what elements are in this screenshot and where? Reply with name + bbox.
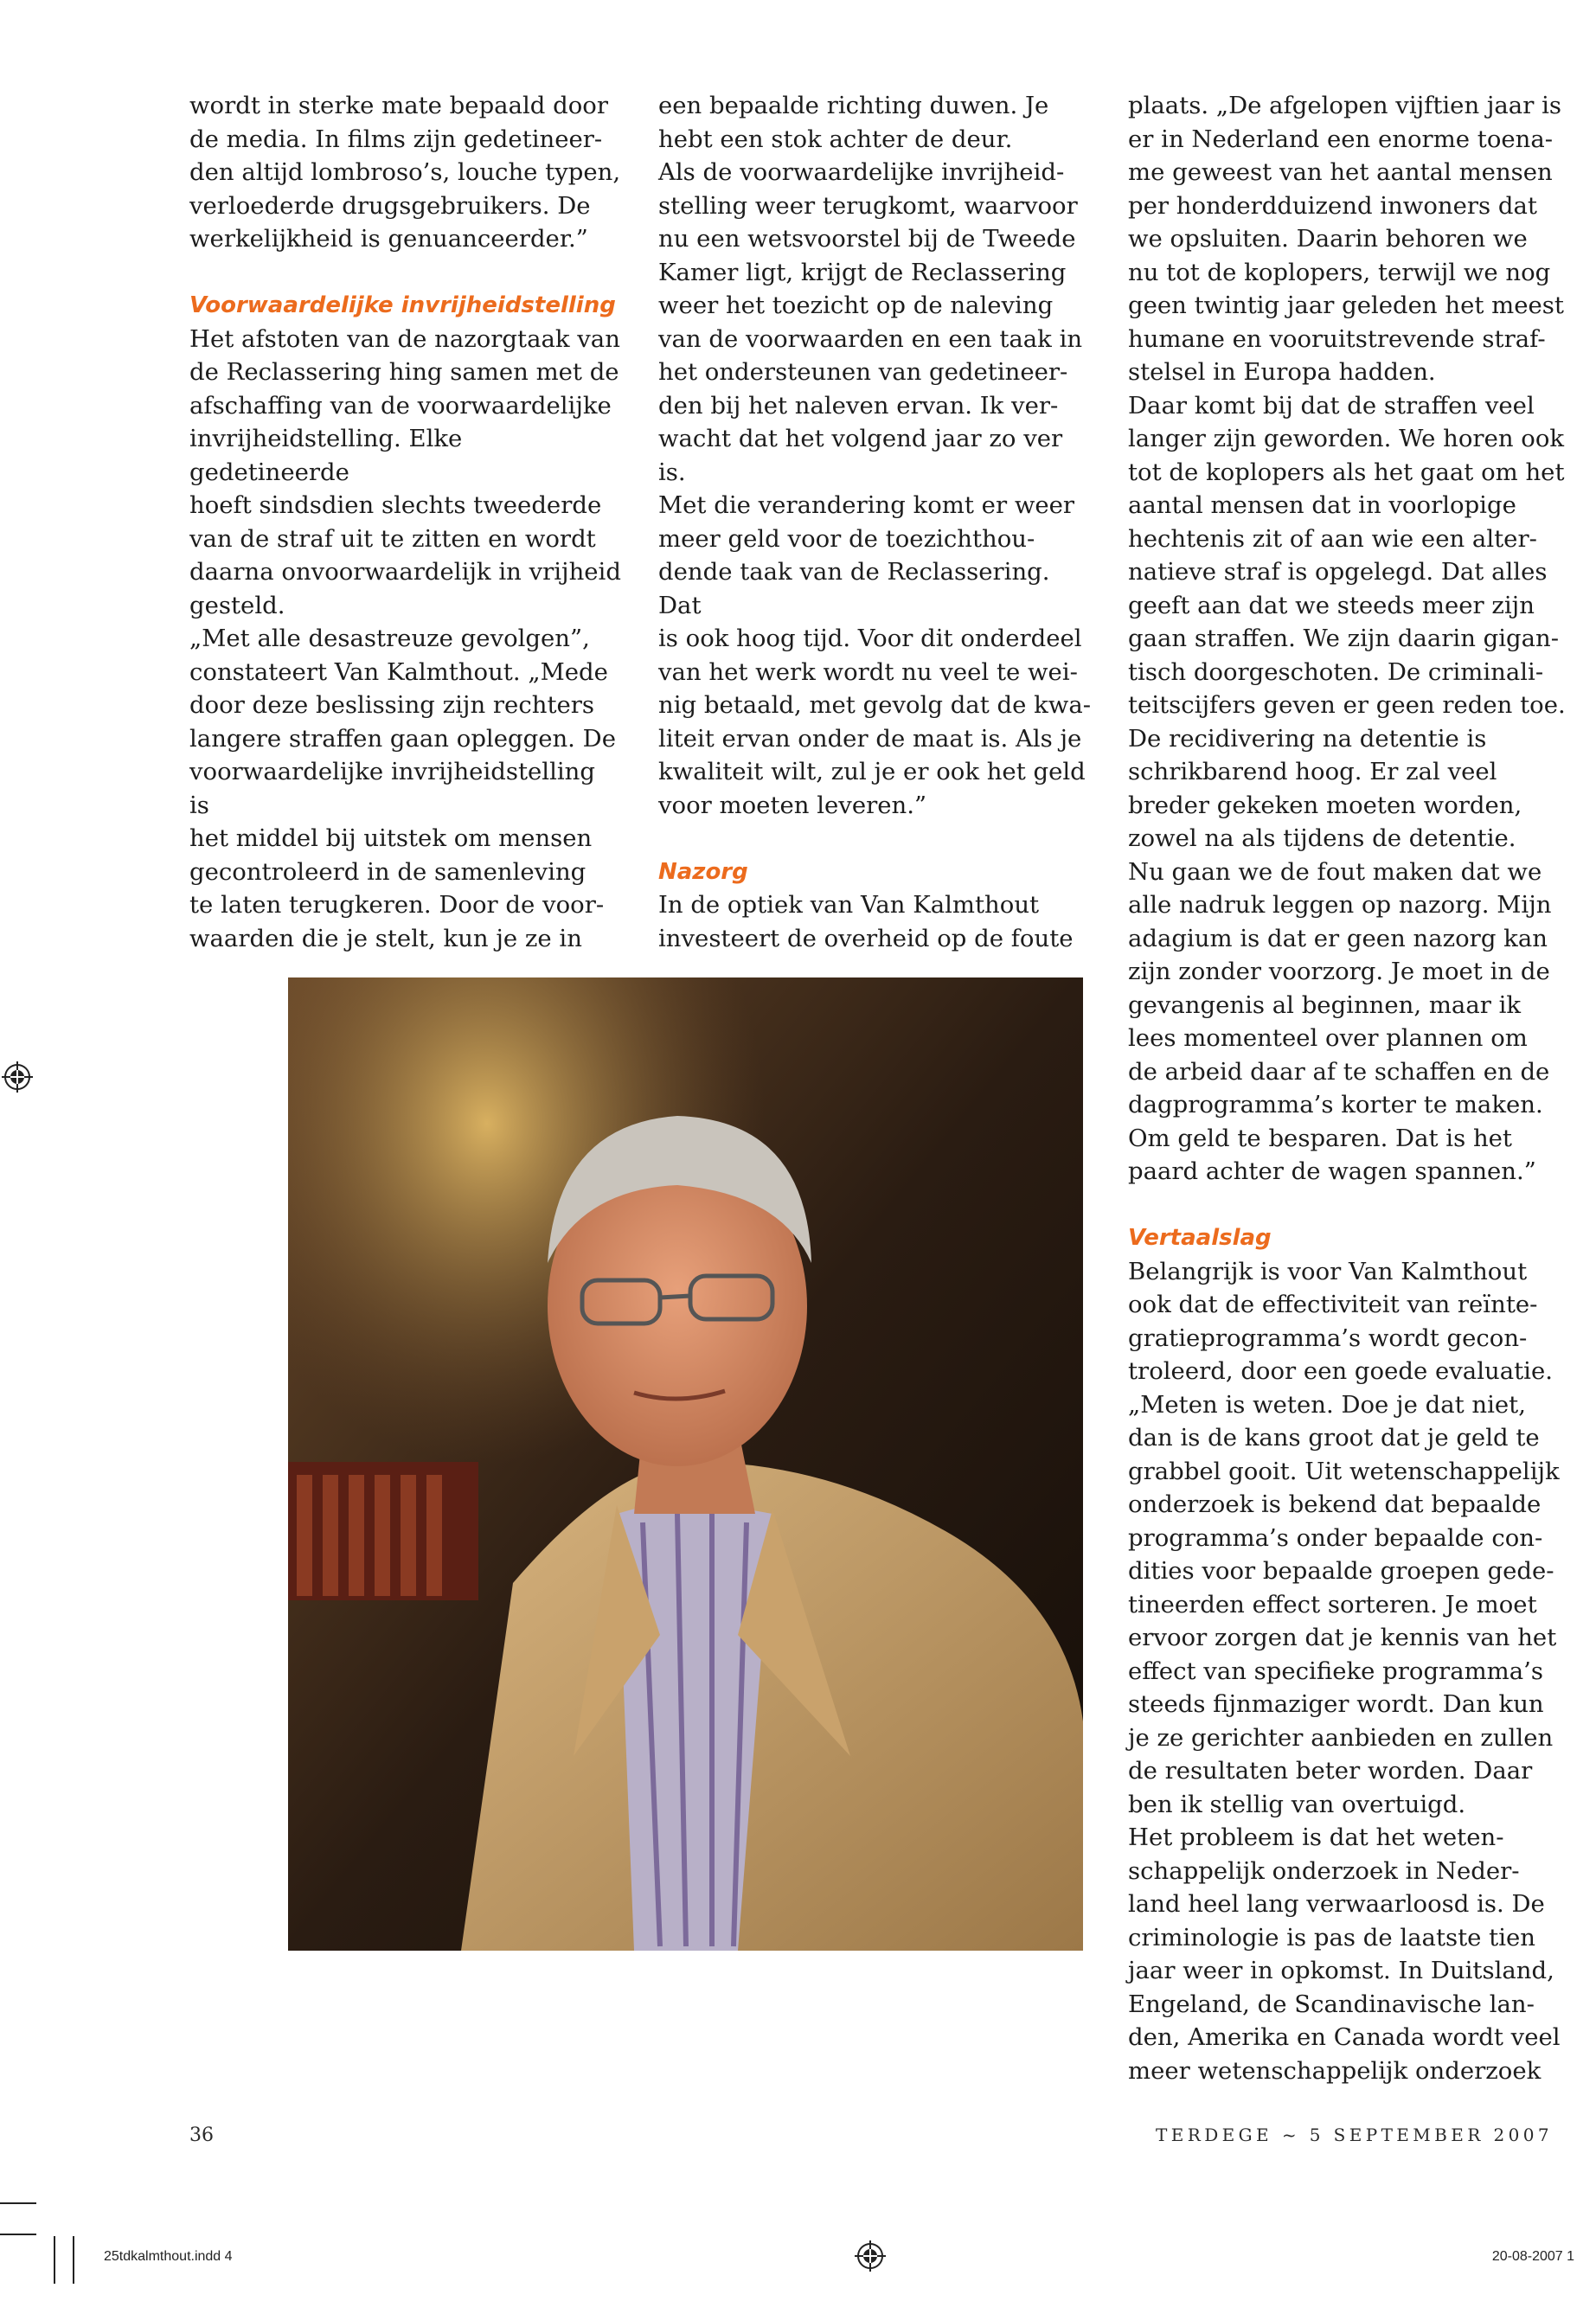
page-number: 36 — [189, 2125, 214, 2146]
article-column-3 — [1128, 89, 1569, 2087]
paragraph: een bepaalde richting duwen. Je hebt een stok achter de deur. — [658, 92, 1049, 153]
portrait-photo — [288, 977, 1083, 1951]
paragraph: Het probleem is dat het weten- schappelijk onderzoek in Neder- land heel lang verwaarloosd is. De criminologie is pas de laatste tien jaar weer in opkomst. In Duitsland, Engeland, de Scandinavische lan- den, Amerika en Canada wordt veel meer wetenschappelijk onderzoek — [1128, 1823, 1561, 2085]
paragraph: Belangrijk is voor Van Kalmthout ook dat de effectiviteit van reïnte- gratieprogramma’s wordt gecon- troleerd, door een goede evaluatie. „Meten is weten. Doe je dat niet, dan is de kans groot dat je geld te grabbel gooit. Uit wetenschappelijk onderzoek is bekend dat bepaalde programma’s onder bepaalde con- dities voor bepaalde groepen gede- tineerden effect sorteren. Je moet ervoor zorgen dat je kennis van het effect van specifieke programma’s steeds fijnmaziger wordt. Dan kun je ze gerichter aanbieden en zullen de resultaten beter worden. Daar ben ik stellig van overtuigd. — [1128, 1257, 1560, 1818]
paragraph: „Met alle desastreuze gevolgen”, constateert Van Kalmthout. „Mede door deze beslissing zijn rechters langere straffen gaan opleggen. De voorwaardelijke invrijheidstelling is het middel bij uitstek om mensen gecontroleerd in de samenleving te laten terugkeren. Door de voor- waarden die je stelt, kun je ze in — [189, 625, 616, 952]
slug-date: 20-08-2007 1 — [1491, 2249, 1574, 2264]
subheading-nazorg: Nazorg — [658, 858, 748, 885]
registration-mark-icon — [2, 1061, 33, 1093]
crop-mark — [0, 2234, 36, 2235]
article-column-1 — [189, 89, 622, 955]
paragraph: Als de voorwaardelijke invrijheid- stelling weer terugkomt, waarvoor nu een wetsvoorstel bij de Tweede Kamer ligt, krijgt de Reclassering weer het toezicht op de naleving van de voorwaarden en een taak in het ondersteunen van gedetineer- den bij het naleven ervan. Ik ver- wacht dat het volgend jaar zo ver is. Met die verandering komt er weer meer geld voor de toezichthou- dende taak van de Reclassering. Dat is ook hoog tijd. Voor dit onderdeel van het werk wordt nu veel te wei- nig betaald, met gevolg dat de kwa- liteit ervan onder de maat is. Als je kwaliteit wilt, zul je er ook het geld voor moeten leveren.” — [658, 158, 1092, 819]
article-column-2 — [658, 89, 1091, 955]
subheading-voorwaardelijke: Voorwaardelijke invrijheidstelling — [189, 292, 616, 318]
registration-mark-icon — [855, 2240, 886, 2272]
paragraph: Daar komt bij dat de straffen veel langer zijn geworden. We horen ook tot de koplopers als het gaat om het aantal mensen dat in voorlopige hechtenis zit of aan wie een alter- natieve straf is opgelegd. Dat alles geeft aan dat we steeds meer zijn gaan straffen. We zijn daarin gigan- tisch doorgeschoten. De criminali- teitscijfers geven er geen reden toe. De recidivering na detentie is schrikbarend hoog. Er zal veel breder gekeken moeten worden, zowel na als tijdens de detentie. — [1128, 391, 1566, 852]
paragraph: Nu gaan we de fout maken dat we alle nadruk leggen op nazorg. Mijn adagium is dat er geen nazorg kan zijn zonder voorzorg. Je moet in de gevangenis al beginnen, maar ik lees momenteel over plannen om de arbeid daar af te schaffen en de dagprogramma’s korter te maken. Om geld te besparen. Dat is het paard achter de wagen spannen.” — [1128, 857, 1552, 1185]
portrait-illustration — [288, 977, 1083, 1951]
running-footer: TERDEGE ~ 5 SEPTEMBER 2007 — [1156, 2125, 1553, 2145]
slug-filename: 25tdkalmthout.indd 4 — [104, 2249, 233, 2264]
crop-mark — [73, 2236, 74, 2284]
paragraph: In de optiek van Van Kalmthout investeert de overheid op de foute — [658, 891, 1074, 952]
subheading-vertaalslag: Vertaalslag — [1128, 1225, 1272, 1251]
crop-mark — [0, 2202, 36, 2204]
crop-mark — [54, 2236, 55, 2284]
paragraph: plaats. „De afgelopen vijftien jaar is er in Nederland een enorme toena- me geweest van het aantal mensen per honderdduizend inwoners dat we opsluiten. Daarin behoren we nu tot de koplopers, terwijl we nog geen twintig jaar geleden het meest humane en vooruitstrevende straf- stelsel in Europa hadden. — [1128, 92, 1564, 386]
paragraph: Het afstoten van de nazorgtaak van de Reclassering hing samen met de afschaffing van de voorwaardelijke invrijheidstelling. Elke gedetineerde hoeft sindsdien slechts tweederde van de straf uit te zitten en wordt daarna onvoorwaardelijk in vrijheid gesteld. — [189, 324, 621, 619]
paragraph: wordt in sterke mate bepaald door de media. In films zijn gedetineer- den altijd lombroso’s, louche typen, verloederde drugsgebruikers. De werkelijkheid is genuanceerder.” — [189, 92, 621, 253]
